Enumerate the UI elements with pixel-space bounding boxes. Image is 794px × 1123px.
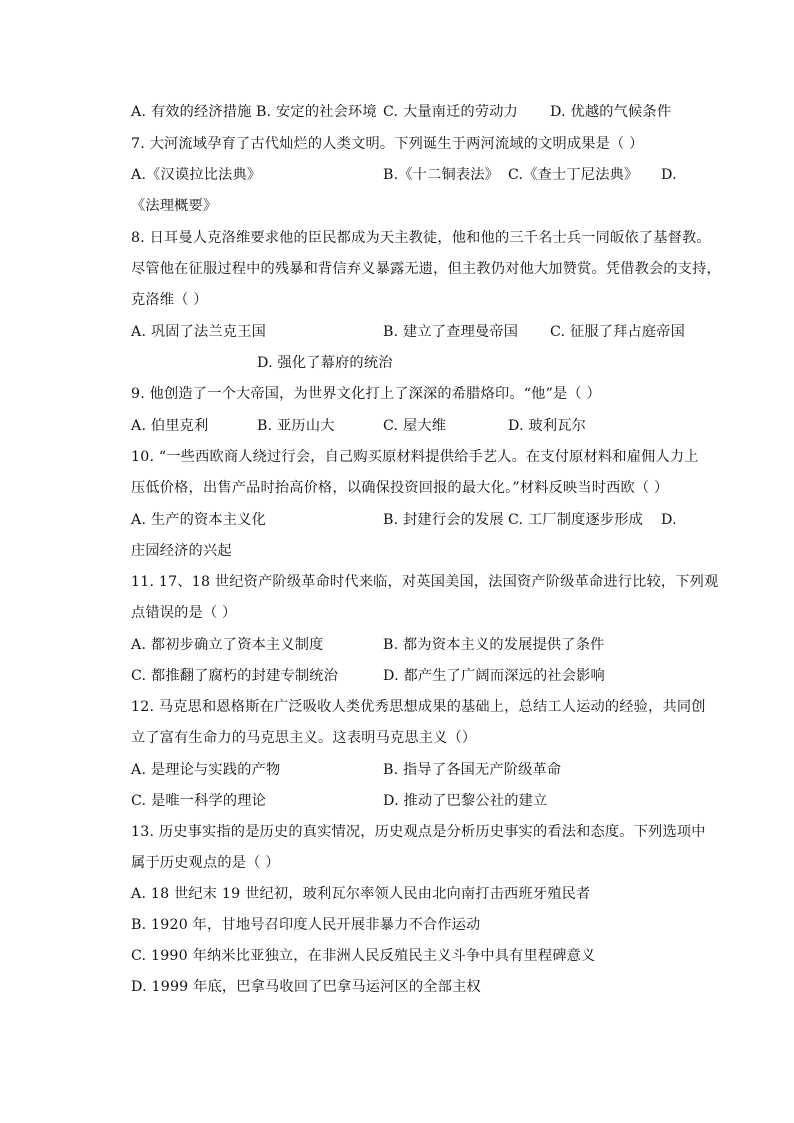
q8-stem-line1: 8. 日耳曼人克洛维要求他的臣民都成为天主教徒，他和他的三千名士兵一同皈依了基督教。 — [131, 230, 711, 246]
q10-option-d-text: 庄园经济的兴起 — [131, 543, 232, 559]
q7-option-d-text: 《法理概要》 — [131, 198, 218, 214]
q13-stem-line2: 属于历史观点的是（ ） — [131, 855, 280, 871]
q11-stem-line2: 点错误的是（ ） — [131, 605, 237, 621]
q10-option-d-label: D. — [661, 512, 677, 528]
q11-option-c: C. 都推翻了腐朽的封建专制统治 — [131, 668, 339, 684]
q10-option-b: B. 封建行会的发展 — [383, 512, 504, 528]
q9-option-d: D. 玻利瓦尔 — [508, 418, 587, 434]
q7-option-c: C.《查士丁尼法典》 — [508, 167, 639, 183]
q11-option-a: A. 都初步确立了资本主义制度 — [131, 637, 324, 653]
q6-option-a: A. 有效的经济措施 — [131, 104, 252, 120]
q8-option-b: B. 建立了查理曼帝国 — [383, 324, 519, 340]
q9-option-c: C. 屋大维 — [383, 418, 447, 434]
q8-stem-line3: 克洛维（ ） — [131, 292, 208, 308]
q12-option-d: D. 推动了巴黎公社的建立 — [383, 793, 548, 809]
q9-option-a: A. 伯里克利 — [131, 418, 209, 434]
q11-option-d: D. 都产生了广阔而深远的社会影响 — [383, 668, 605, 684]
q8-option-a: A. 巩固了法兰克王国 — [131, 324, 266, 340]
q8-stem-line2: 尽管他在征服过程中的残暴和背信弃义暴露无遗，但主教仍对他大加赞赏。凭借教会的支持， — [131, 261, 721, 277]
q11-option-b: B. 都为资本主义的发展提供了条件 — [383, 637, 605, 653]
q12-stem-line2: 立了富有生命力的马克思主义。这表明马克思主义（） — [131, 730, 477, 746]
q7-stem: 7. 大河流域孕育了古代灿烂的人类文明。下列诞生于两河流域的文明成果是（ ） — [131, 136, 644, 152]
q13-option-c: C. 1990 年纳米比亚独立，在非洲人民反殖民主义斗争中具有里程碑意义 — [131, 948, 596, 964]
q6-option-b: B. 安定的社会环境 — [256, 104, 377, 120]
q13-option-b: B. 1920 年，甘地号召印度人民开展非暴力不合作运动 — [131, 917, 481, 933]
q10-stem-line1: 10. “一些西欧商人绕过行会，自己购买原材料提供给手艺人。在支付原材料和雇佣人力上 — [131, 449, 699, 465]
q10-option-c: C. 工厂制度逐步形成 — [508, 512, 644, 528]
q9-option-b: B. 亚历山大 — [257, 418, 335, 434]
q13-option-a: A. 18 世纪末 19 世纪初，玻利瓦尔率领人民由北向南打击西班牙殖民者 — [131, 886, 591, 902]
q13-stem-line1: 13. 历史事实指的是历史的真实情况，历史观点是分析历史事实的看法和态度。下列选项中 — [131, 824, 706, 840]
q6-option-d: D. 优越的气候条件 — [550, 104, 672, 120]
q8-option-c: C. 征服了拜占庭帝国 — [550, 324, 686, 340]
q7-option-a: A.《汉谟拉比法典》 — [131, 167, 262, 183]
q12-option-c: C. 是唯一科学的理论 — [131, 793, 267, 809]
q7-option-b: B.《十二铜表法》 — [383, 167, 500, 183]
q13-option-d: D. 1999 年底，巴拿马收回了巴拿马运河区的全部主权 — [131, 979, 481, 995]
q11-stem-line1: 11. 17、18 世纪资产阶级革命时代来临，对英国美国，法国资产阶级革命进行比较，下列观 — [131, 574, 719, 590]
q12-option-a: A. 是理论与实践的产物 — [131, 762, 281, 778]
q12-stem-line1: 12. 马克思和恩格斯在广泛吸收人类优秀思想成果的基础上，总结工人运动的经验，共同创 — [131, 699, 706, 715]
q12-option-b: B. 指导了各国无产阶级革命 — [383, 762, 562, 778]
q7-option-d-label: D. — [661, 167, 677, 183]
q9-stem: 9. 他创造了一个大帝国，为世界文化打上了深深的希腊烙印。“他”是（ ） — [131, 386, 601, 402]
q6-option-c: C. 大量南迁的劳动力 — [383, 104, 519, 120]
q10-stem-line2: 压低价格，出售产品时抬高价格，以确保投资回报的最大化。”材料反映当时西欧（ ） — [131, 480, 669, 496]
q10-option-a: A. 生产的资本主义化 — [131, 512, 266, 528]
q8-option-d: D. 强化了幕府的统治 — [257, 355, 393, 371]
